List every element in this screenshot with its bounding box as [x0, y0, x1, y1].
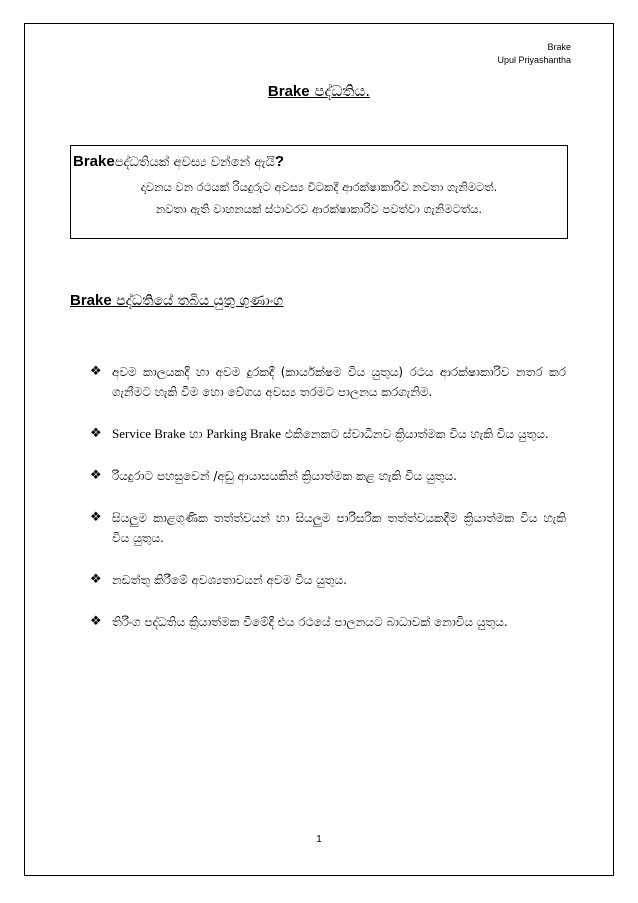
- list-item-text: අවම කාලයකදී හා අවම දුරකදී (කාර්යක්ෂම විය යුතුය) රථය ආරක්ෂාකාරිව නතර කර ගැනීමට හැකි වීම හො වේගය අවස්‍ය තරමට පාලනය කරගැනිම.: [112, 365, 566, 399]
- diamond-bullet-icon: ❖: [90, 364, 102, 379]
- question-mark: ?: [274, 153, 285, 170]
- list-item: [90, 466, 566, 486]
- title-english: Brake: [267, 83, 310, 100]
- answer-line-1: දාවනය වන රථයක් රියදුරුට අවස්‍ය විටකදී ආරක්ෂාකාරිව නවතා ගැනිමටත්.: [140, 180, 498, 194]
- diamond-bullet-icon: ❖: [90, 572, 102, 587]
- header-topic: Brake: [547, 42, 571, 52]
- diamond-bullet-icon: ❖: [90, 614, 102, 629]
- question-box: [70, 145, 568, 239]
- list-item: [90, 362, 566, 402]
- diamond-bullet-icon: ❖: [90, 426, 102, 441]
- diamond-bullet-icon: ❖: [90, 510, 102, 525]
- page-number: 1: [316, 834, 322, 845]
- section-heading-sinhala: පද්ධතියේ තබිය යුතු ගුණාංග: [111, 293, 284, 309]
- header-author: Upul Priyashantha: [497, 55, 571, 65]
- list-item: [90, 570, 566, 590]
- question-answer: [71, 176, 567, 220]
- running-header: [497, 41, 571, 67]
- requirements-list: [90, 362, 566, 654]
- list-item-text: Service Brake හා Parking Brake එකිනෙකට ස්වාධීනව ක්‍රියාත්මක විය හැකි විය යුතුය.: [112, 426, 549, 441]
- list-item-text: රියදුරාට පහසුවෙන් /අඩු ආයාසයකින් ක්‍රියාත්මක කළ හැකි විය යුතුය.: [112, 469, 457, 483]
- question-heading-english: Brake: [73, 153, 115, 170]
- answer-line-2: නවතා ඇති වාහනයක් ස්ථාවරව ආරක්ෂාකාරිව පවත්වා ගැනිමටත්ය.: [155, 202, 483, 216]
- list-item-text: තිරිංග පද්ධතිය ක්‍රියාත්මක වීමේදී එය රථයේ පාලනයට බාධාවක් නොවිය යුතුය.: [112, 615, 508, 629]
- document-title: [0, 82, 638, 100]
- question-heading: [71, 153, 567, 170]
- list-item: [90, 508, 566, 548]
- list-item-text: නඩත්තු කිරීමේ අවශ්‍යතාවයන් අවම විය යුතුය.: [112, 573, 347, 587]
- section-heading: [70, 292, 283, 309]
- title-sinhala: පද්ධතිය.: [309, 82, 371, 100]
- question-heading-sinhala: පද්ධතියක් අවස්‍ය වන්නේ ඇයි: [114, 155, 275, 170]
- list-item-text: සියලුම කාළගුණික තත්ත්වයන් හා සියලුම පාරිසරික තත්ත්වයකදීම ක්‍රියාත්මක විය හැකි විය යුතුය.: [112, 511, 566, 545]
- list-item: [90, 424, 566, 444]
- diamond-bullet-icon: ❖: [90, 468, 102, 483]
- list-item: [90, 612, 566, 632]
- section-heading-english: Brake: [70, 292, 112, 309]
